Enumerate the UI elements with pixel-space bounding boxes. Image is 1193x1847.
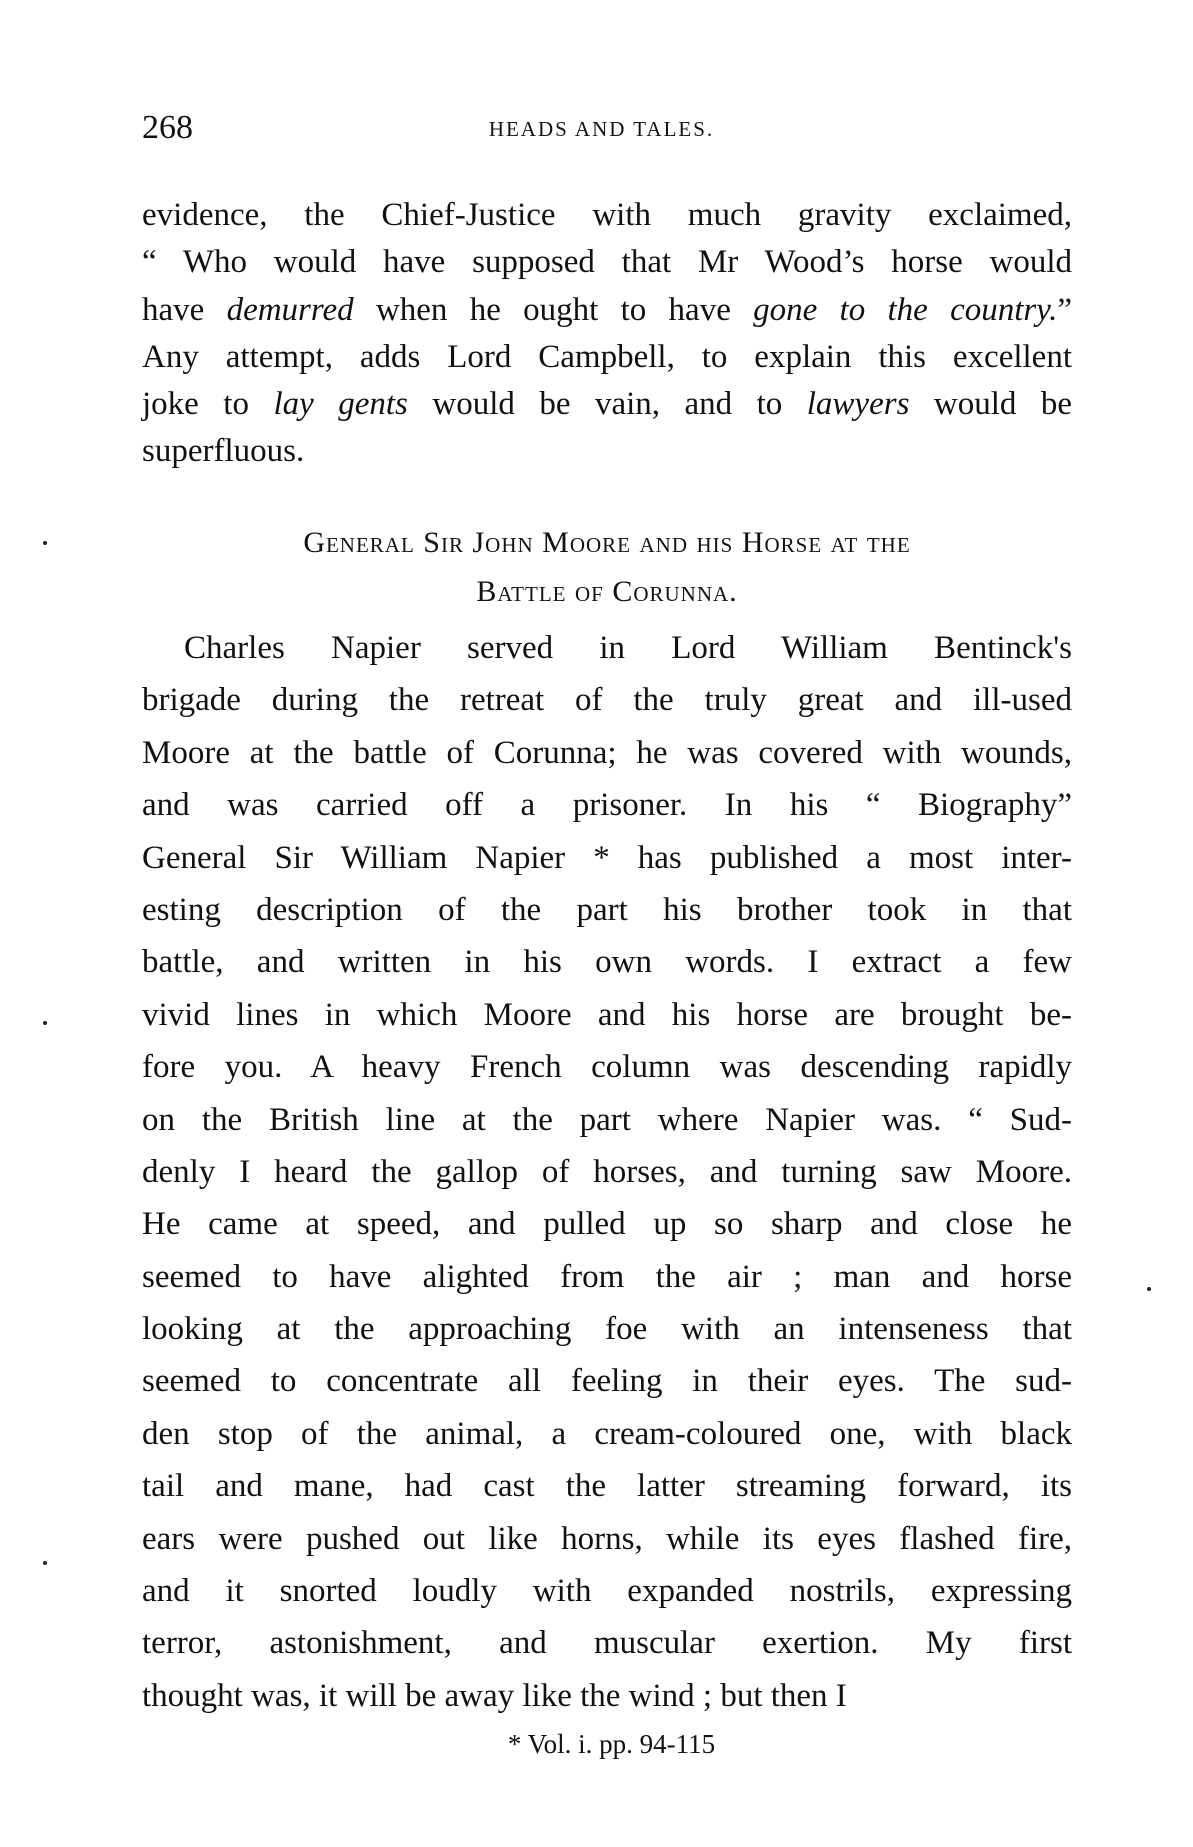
text-line: tail and mane, had cast the latter streaming forward, its: [142, 1468, 1072, 1505]
italic-phrase: gone to the country.: [753, 291, 1058, 328]
text-line: and it snorted loudly with expanded nostrils, expressing: [142, 1573, 1072, 1610]
text-line: evidence, the Chief-Justice with much gravity exclaimed,: [142, 197, 1072, 233]
text-line: battle, and written in his own words. I extract a few: [142, 944, 1072, 981]
scan-speck: [43, 1021, 47, 1025]
text-line: He came at speed, and pulled up so sharp and close he: [142, 1206, 1072, 1243]
text-line: seemed to have alighted from the air ; man and horse: [142, 1258, 1072, 1295]
text-line: Moore at the battle of Corunna; he was covered with wounds,: [142, 734, 1072, 771]
text-line: thought was, it will be away like the wind ; but then I: [142, 1677, 847, 1714]
text-line: superfluous.: [142, 433, 305, 470]
section-heading-line: Battle of Corunna.: [476, 575, 738, 608]
text-line: Any attempt, adds Lord Campbell, to explain this excellent: [142, 338, 1072, 375]
text-line: fore you. A heavy French column was descending rapidly: [142, 1049, 1072, 1086]
text-line: on the British line at the part where Napier was. “ Sud-: [142, 1101, 1072, 1138]
text-line: seemed to concentrate all feeling in their eyes. The sud-: [142, 1363, 1072, 1400]
text-line: Charles Napier served in Lord William Bentinck's: [184, 630, 1072, 666]
text-line: looking at the approaching foe with an intenseness that: [142, 1311, 1072, 1348]
text-line: den stop of the animal, a cream-coloured one, with black: [142, 1415, 1072, 1452]
text-line: esting description of the part his brother took in that: [142, 891, 1072, 928]
text-line: vivid lines in which Moore and his horse are brought be-: [142, 996, 1072, 1033]
text-line: denly I heard the gallop of horses, and turning saw Moore.: [142, 1153, 1072, 1190]
paragraph: [142, 192, 1072, 476]
text-line: terror, astonishment, and muscular exertion. My first: [142, 1625, 1072, 1662]
text-line: and was carried off a prisoner. In his “ Biography”: [142, 787, 1072, 824]
text-line: ears were pushed out like horns, while its eyes flashed fire,: [142, 1520, 1072, 1557]
text-line: have demurred when he ought to have gone to the country.”: [142, 291, 1072, 328]
scan-speck: [1147, 1287, 1151, 1291]
text-line: brigade during the retreat of the truly great and ill-used: [142, 682, 1072, 719]
section-heading-line: General Sir John Moore and his Horse at the: [303, 526, 911, 559]
section-heading: [142, 518, 1072, 616]
paragraph: [142, 622, 1072, 1722]
text-line: General Sir William Napier * has published a most inter-: [142, 839, 1072, 876]
text-line: “ Who would have supposed that Mr Wood’s horse would: [142, 244, 1072, 281]
footnote: * Vol. i. pp. 94-115: [507, 1729, 716, 1759]
scan-speck: [43, 541, 47, 545]
running-title: HEADS AND TALES.: [488, 117, 715, 141]
scan-speck: [43, 1561, 47, 1565]
italic-phrase: lay gents: [273, 386, 408, 423]
page-number: 268: [142, 109, 193, 146]
italic-phrase: demurred: [226, 291, 354, 328]
text-line: joke to lay gents would be vain, and to lawyers would be: [142, 386, 1073, 423]
italic-phrase: lawyers: [806, 386, 910, 423]
